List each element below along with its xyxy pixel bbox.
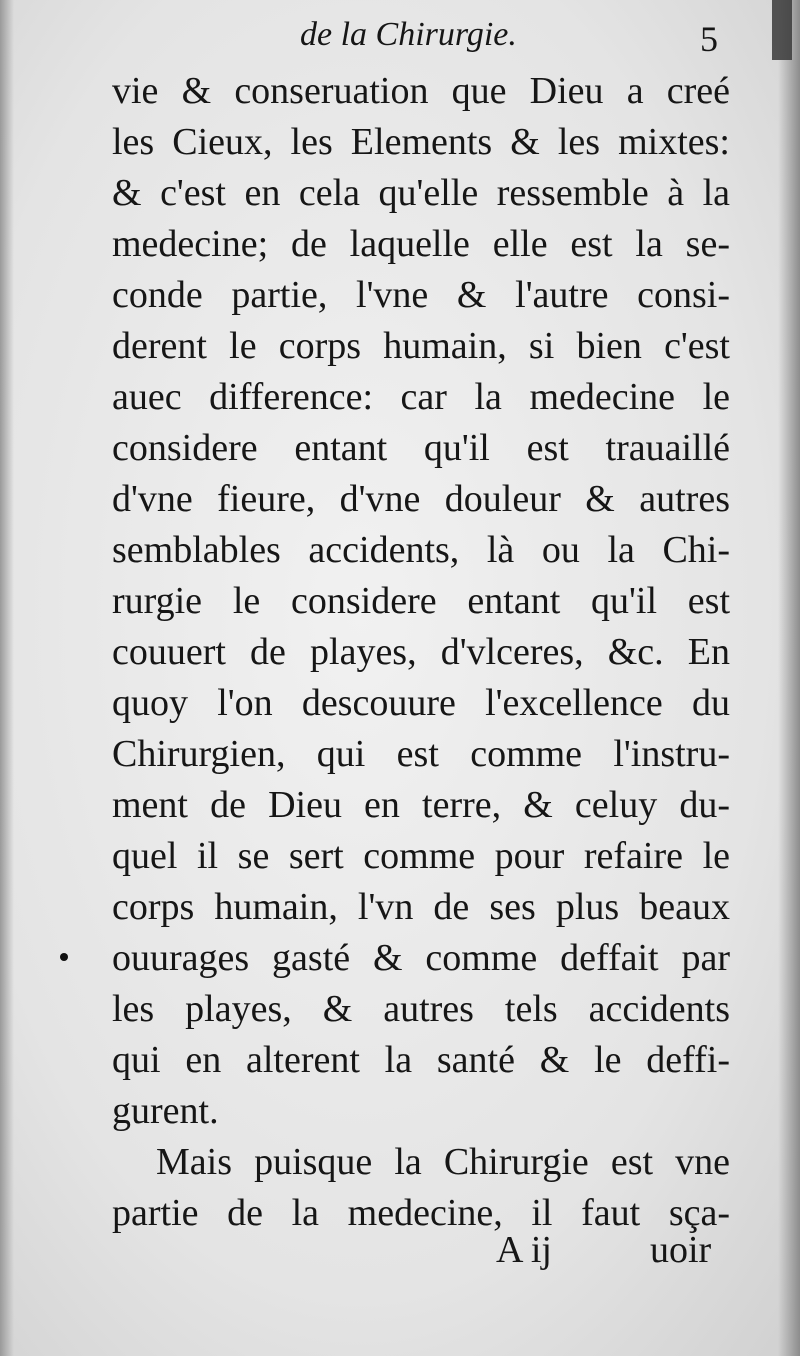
page-number: 5 [700, 19, 718, 59]
text-line: considere entant qu'il est trauaillé [112, 427, 730, 469]
text-line: corps humain, l'vn de ses plus beaux [112, 886, 730, 928]
text-line: ouurages gasté & comme deffait par [112, 937, 730, 979]
text-line: & c'est en cela qu'elle ressemble à la [112, 172, 730, 214]
text-line: Chirurgien, qui est comme l'instru- [112, 733, 730, 775]
running-head: de la Chirurgie. [300, 16, 517, 53]
text-line: d'vne fieure, d'vne douleur & autres [112, 478, 730, 520]
text-line: medecine; de laquelle elle est la se- [112, 223, 730, 265]
text-line: couuert de playes, d'vlceres, &c. En [112, 631, 730, 673]
text-line: quel il se sert comme pour refaire le [112, 835, 730, 877]
paragraph-first-line: Mais puisque la Chirurgie est vne [156, 1141, 730, 1183]
text-line: rurgie le considere entant qu'il est [112, 580, 730, 622]
signature-mark: A ij [496, 1229, 552, 1271]
text-line: derent le corps humain, si bien c'est [112, 325, 730, 367]
page-footer [0, 1228, 800, 1278]
catchword: uoir [650, 1229, 712, 1271]
page-header [0, 12, 800, 62]
text-line: vie & conseruation que Dieu a creé [112, 70, 730, 112]
page-right-edge-shadow [778, 0, 800, 1356]
body-text [112, 66, 730, 1239]
text-line: partie de la medecine, il faut sça- [112, 1192, 730, 1234]
text-line: auec difference: car la medecine le [112, 376, 730, 418]
text-line: quoy l'on descouure l'excellence du [112, 682, 730, 724]
text-line: semblables accidents, là ou la Chi- [112, 529, 730, 571]
ink-speck [60, 953, 68, 961]
page-left-edge-shadow [0, 0, 14, 1356]
text-line: ment de Dieu en terre, & celuy du- [112, 784, 730, 826]
text-line: les Cieux, les Elements & les mixtes: [112, 121, 730, 163]
text-line-last: gurent. [112, 1090, 219, 1132]
text-line: qui en alterent la santé & le deffi- [112, 1039, 730, 1081]
text-line: les playes, & autres tels accidents [112, 988, 730, 1030]
text-line: conde partie, l'vne & l'autre consi- [112, 274, 730, 316]
